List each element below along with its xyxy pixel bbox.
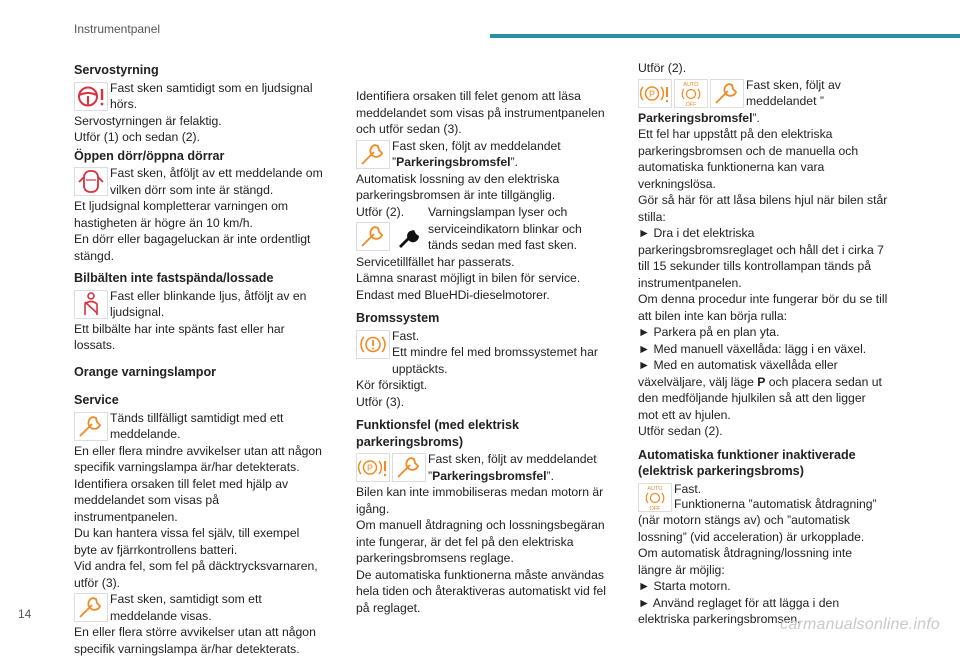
paragraph: Servicetillfället har passerats. <box>356 254 515 269</box>
gear-position: P <box>757 374 766 389</box>
svg-text:P: P <box>648 88 656 99</box>
off-label: OFF <box>649 505 661 512</box>
epb-service-row <box>356 138 606 171</box>
belt-description: Fast eller blinkande ljus, åtföljt av en ljudsignal. <box>110 288 307 319</box>
paragraph: En eller flera mindre avvikelser utan att någon specifik varningslampa är/har detekterats. <box>74 443 322 474</box>
paragraph: Kör försiktigt. <box>356 378 428 392</box>
paragraph: De automatiska funktionerna måste användas hela tiden och återaktiveras automatiskt vid fel på reglaget. <box>356 567 606 615</box>
parking-brake-warning-icon <box>638 79 672 108</box>
brake-heading: Bromssystem <box>356 311 440 325</box>
wrench-icon <box>74 593 108 622</box>
paragraph: Om automatisk åtdragning/lossning inte längre är möjlig: <box>638 546 853 577</box>
paragraph: Gör så här för att låsa bilens hjul när bilen står stilla: <box>638 193 888 224</box>
step-item <box>638 357 888 423</box>
text-run: ”. <box>546 468 554 483</box>
belt-heading: Bilbälten inte fastspända/lossade <box>74 271 274 285</box>
wrench-icon <box>356 222 390 251</box>
paragraph: Funktionerna ”automatisk åtdragning” (när motorn stängs av) och ”automatisk lossning” (vid acceleration) är urkopplade. <box>638 496 877 544</box>
auto-off-icon <box>638 483 672 512</box>
service-indicator-row-2 <box>74 591 324 624</box>
message-name: Parkeringsbromsfel <box>396 155 511 169</box>
brake-description <box>392 328 606 378</box>
paragraph: Utför sedan (2). <box>638 424 723 438</box>
epb-fault-heading: Funktionsfel (med elektrisk parkeringsbroms) <box>356 418 520 449</box>
brake-system-icon <box>356 330 390 359</box>
message-name: Parkeringsbromsfel <box>638 110 753 125</box>
text-run: ”. <box>510 155 518 169</box>
open-door-icon <box>74 167 108 196</box>
epb-fault-row <box>356 451 606 484</box>
auto-label: AUTO <box>683 81 699 88</box>
epb-fault-description <box>428 451 606 484</box>
text-run: och placera sedan ut den medföljande hjulkilen så att den ligger mot ett av hjulen. <box>638 374 882 422</box>
paragraph: Utför (1) och sedan (2). <box>74 130 200 144</box>
door-heading: Öppen dörr/öppna dörrar <box>74 148 225 163</box>
header-accent-bar <box>490 34 960 38</box>
service-spanner-black-icon <box>392 222 426 251</box>
step-item: ► Dra i det elektriska parkeringsbromsreglaget och håll det i cirka 7 till 15 sekunder tills kontrollampan tänds på instrumentpanelen. <box>638 225 888 291</box>
column-3 <box>638 60 888 628</box>
svg-text:P: P <box>366 463 374 473</box>
servo-indicator-row <box>74 80 324 113</box>
paragraph: Automatisk lossning av den elektriska parkeringsbromsen är inte tillgänglig. <box>356 171 560 202</box>
text-run: Fast sken, följt av meddelandet ” <box>392 138 561 169</box>
paragraph: Servostyrningen är felaktig. <box>74 113 222 128</box>
auto-functions-heading: Automatiska funktioner inaktiverade (elektrisk parkeringsbroms) <box>638 447 856 478</box>
watermark: carmanualsonline.info <box>780 616 940 633</box>
servo-heading: Servostyrning <box>74 63 159 77</box>
text-run: Fast sken, följt av meddelandet ” <box>746 77 841 108</box>
servo-description: Fast sken samtidigt som en ljudsignal hörs. <box>110 80 313 111</box>
parking-brake-warning-icon <box>356 453 390 482</box>
wrench-icon <box>356 140 390 169</box>
belt-indicator-row <box>74 288 324 321</box>
service-heading: Service <box>74 393 119 407</box>
paragraph: Endast med BlueHDi-dieselmotorer. <box>356 287 550 302</box>
paragraph: Vid andra fel, som fel på däcktrycksvarnaren, utför (3). <box>74 559 318 590</box>
message-name: Parkeringsbromsfel <box>432 468 547 483</box>
door-indicator-row <box>74 165 324 198</box>
text-run: ”. <box>752 110 760 125</box>
paragraph: Et ljudsignal kompletterar varningen om hastigheten är högre än 10 km/h. <box>74 199 289 230</box>
orange-warnings-heading: Orange varningslampor <box>74 364 217 379</box>
paragraph: Om denna procedur inte fungerar bör du se till att bilen inte kan börja rulla: <box>638 292 888 323</box>
text-line: Fast. <box>674 481 702 496</box>
paragraph: Bilen kan inte immobiliseras medan motorn är igång. <box>356 485 604 516</box>
wrench-icon <box>74 412 108 441</box>
epb-major-description <box>746 77 888 110</box>
wrench-icon <box>710 79 744 108</box>
service-due-description: Varningslampan lyser och serviceindikatorn blinkar och tänds sedan med fast sken. <box>428 205 582 252</box>
brake-indicator-row <box>356 328 606 378</box>
auto-off-description <box>674 481 888 498</box>
steering-warning-icon <box>74 82 108 111</box>
paragraph: Ett fel har uppstått på den elektriska parkeringsbromsen och de manuella och automatiska funktionerna kan vara verkningslösa. <box>638 127 859 191</box>
service-indicator-row <box>74 410 324 443</box>
service-description: Tänds tillfälligt samtidigt med ett meddelande. <box>110 410 284 441</box>
column-2 <box>356 88 606 616</box>
paragraph: Utför (3). <box>356 394 405 409</box>
paragraph: Utför (2). <box>638 61 687 75</box>
text-line: Ett mindre fel med bromssystemet har upptäckts. <box>392 345 598 376</box>
paragraph: Lämna snarast möjligt in bilen för service. <box>356 271 581 285</box>
paragraph: En dörr eller bagageluckan är inte ordentligt stängd. <box>74 232 311 263</box>
page-number: 14 <box>18 607 32 621</box>
paragraph: Utför (2). <box>356 204 405 219</box>
text-run: Med en automatisk växellåda eller växelväljare, välj läge <box>638 358 838 389</box>
paragraph: Identifiera orsaken till felet med hjälp av meddelandet som visas på instrumentpanelen. <box>74 476 289 524</box>
auto-off-icon <box>674 79 708 108</box>
step-item: ► Parkera på en plan yta. <box>638 324 888 341</box>
service-description-2: Fast sken, samtidigt som ett meddelande visas. <box>110 592 262 623</box>
text-run: Fast sken, följt av meddelandet ” <box>428 452 597 483</box>
paragraph: Du kan hantera vissa fel själv, till exempel byte av fjärrkontrollens batteri. <box>74 526 300 557</box>
epb-message-description <box>392 138 606 171</box>
step-item: ► Starta motorn. <box>638 578 888 595</box>
paragraph: Ett bilbälte har inte spänts fast eller har lossats. <box>74 321 285 352</box>
step-item: ► Med manuell växellåda: lägg i en växel. <box>638 341 888 358</box>
column-1 <box>74 60 324 657</box>
auto-label: AUTO <box>647 485 663 492</box>
paragraph: En eller flera större avvikelser utan att någon specifik varningslampa är/har detekterats. <box>74 625 316 656</box>
seatbelt-icon <box>74 290 108 319</box>
step-item: ► Använd reglaget för att lägga i den elektriska parkeringsbromsen. <box>638 595 888 628</box>
paragraph: Identifiera orsaken till felet genom att läsa meddelandet som visas på instrumentpanelen och utför sedan (3). <box>356 89 605 136</box>
text-line: Fast. <box>392 328 420 343</box>
epb-major-fault-row <box>638 77 888 110</box>
door-description: Fast sken, åtföljt av ett meddelande om vilken dörr som inte är stängd. <box>110 166 323 197</box>
paragraph: Om manuell åtdragning och lossningsbegäran inte fungerar, är det fel på den elektriska parkeringsbromsens reglage. <box>356 518 605 565</box>
wrench-icon <box>392 453 426 482</box>
paragraph <box>638 110 888 127</box>
off-label: OFF <box>685 101 697 108</box>
running-header: Instrumentpanel <box>74 22 161 36</box>
